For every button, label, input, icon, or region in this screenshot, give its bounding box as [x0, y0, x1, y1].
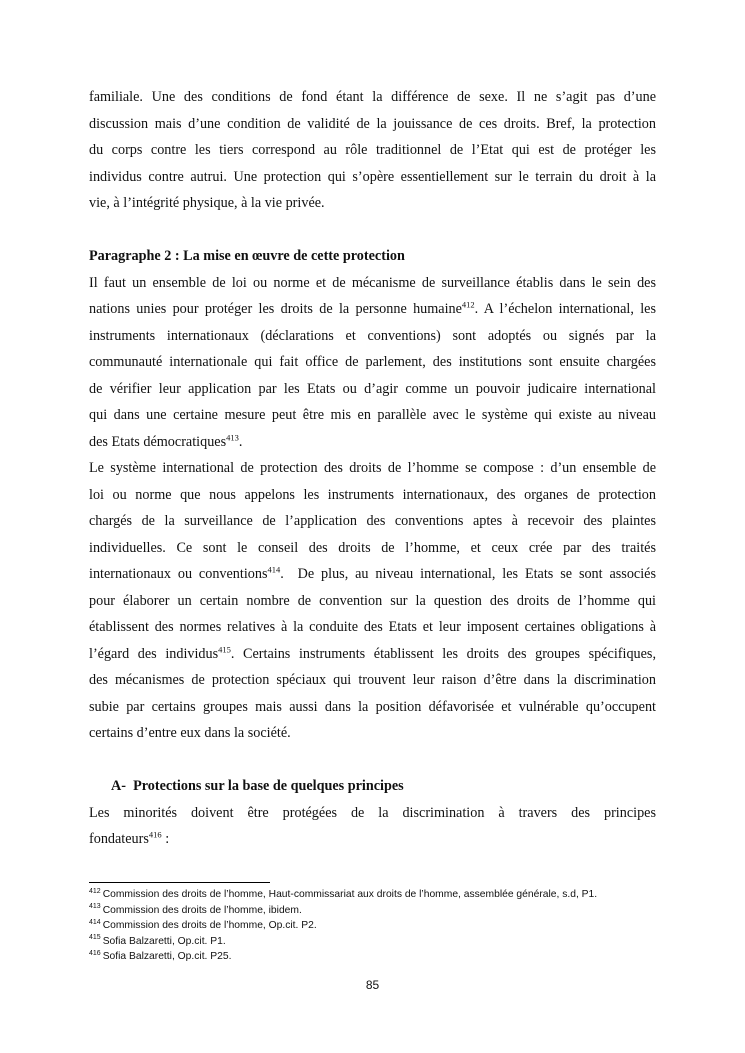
footnote-text: Commission des droits de l’homme, ibidem. [102, 904, 302, 916]
text-line: subie par certains groupes mais aussi dans la position défavorisée et vulnérable qu’occupent [89, 698, 656, 715]
footnote [89, 903, 669, 919]
section-heading-paragraph-2: Paragraphe 2 : La mise en œuvre de cette protection [89, 248, 405, 264]
footnote-ref[interactable]: 415 [218, 643, 231, 654]
text-line: établissent des normes relatives à la conduite des Etats et leur imposent certaines obligations à [89, 619, 656, 635]
text-line: loi ou norme que nous appelons les instruments internationaux, des organes de protection [89, 486, 656, 503]
text-line: individuelles. Ce sont le conseil des droits de l’homme, et ceux crée par des traités [89, 539, 656, 556]
text-segment: l’égard des individus [89, 645, 219, 662]
text-line: qui dans une certaine mesure peut être mis en parallèle avec le système qui existe au niveau [89, 407, 656, 423]
text-line: certains d’entre eux dans la société. [89, 725, 291, 741]
section-heading-a: A- Protections sur la base de quelques principes [111, 778, 404, 794]
text-line: Le système international de protection des droits de l’homme se compose : d’un ensemble de [89, 460, 656, 476]
text-line: communauté internationale qui fait office de parlement, des institutions sont ensuite chargées [89, 354, 656, 370]
text-line: discussion mais d’une condition de validité de la jouissance de ces droits. Bref, la protection [89, 115, 656, 132]
text-line: instruments internationaux (déclarations et conventions) sont adoptés ou signés par la [89, 327, 656, 344]
text-segment: internationaux ou conventions [89, 566, 268, 582]
footnote-number: 413 [89, 903, 101, 911]
text-line [89, 641, 656, 668]
text-line: Il faut un ensemble de loi ou norme et de mécanisme de surveillance établis dans le sein des [89, 274, 656, 291]
text-line [89, 296, 656, 323]
blank-line [89, 217, 656, 244]
footnote-text: Sofia Balzaretti, Op.cit. P1. [102, 935, 226, 947]
text-segment: . [238, 433, 243, 450]
footnote-separator [89, 882, 270, 883]
text-segment: nations unies pour protéger les droits de la personne humaine [89, 301, 462, 317]
footnote [89, 934, 669, 950]
paragraph-2 [89, 270, 656, 456]
footnote-text: Sofia Balzaretti, Op.cit. P25. [102, 951, 232, 963]
text-line: des mécanismes de protection spéciaux qui trouvent leur raison d’être dans la discrimination [89, 672, 656, 688]
text-line: de vérifier leur application par les Etats ou d’agir comme un pouvoir judicaire international [89, 380, 656, 397]
footnote-number: 414 [89, 918, 101, 926]
text-segment: . A l’échelon international, les [474, 301, 656, 317]
footnote-number: 415 [89, 934, 101, 942]
text-line [89, 561, 656, 588]
footnote [89, 887, 669, 903]
text-segment: . De plus, au niveau international, les Etats se sont associés [280, 566, 656, 582]
footnotes [89, 887, 669, 965]
page-number: 85 [365, 978, 380, 992]
text-line [89, 429, 656, 456]
blank-line [89, 747, 656, 774]
footnote-ref[interactable]: 412 [461, 299, 475, 310]
footnote-ref[interactable]: 414 [267, 564, 281, 575]
footnote [89, 918, 669, 934]
page-body [89, 84, 656, 853]
text-line: familiale. Une des conditions de fond étant la différence de sexe. Il ne s’agit pas d’une [89, 89, 656, 105]
text-line: Les minorités doivent être protégées de la discrimination à travers des principes [89, 804, 656, 821]
footnote-number: 416 [89, 949, 101, 957]
footnote-ref[interactable]: 416 [148, 829, 162, 840]
text-line: du corps contre les tiers correspond au rôle traditionnel de l’Etat qui est de protéger les [89, 142, 656, 158]
text-segment: fondateurs [89, 831, 149, 847]
text-line: vie, à l’intégrité physique, à la vie privée. [89, 195, 325, 211]
text-segment: : [161, 831, 170, 847]
paragraph-1 [89, 84, 656, 217]
text-line: pour élaborer un certain nombre de convention sur la question des droits de l’homme qui [89, 592, 656, 609]
text-line: chargés de la surveillance de l’application des conventions aptes à recevoir des plaintes [89, 513, 656, 529]
footnote-number: 412 [89, 887, 101, 895]
footnote [89, 949, 669, 965]
paragraph-3 [89, 455, 656, 747]
text-line: individus contre autrui. Une protection qui s’opère essentiellement sur le terrain du droit à la [89, 168, 656, 185]
footnote-ref[interactable]: 413 [226, 431, 239, 442]
text-segment: des Etats démocratiques [89, 433, 227, 450]
text-line [89, 826, 656, 853]
footnote-text: Commission des droits de l’homme, Op.cit. P2. [102, 920, 317, 932]
text-segment: . Certains instruments établissent les droits des groupes spécifiques, [230, 645, 657, 662]
footnote-text: Commission des droits de l’homme, Haut-commissariat aux droits de l’homme, assemblée générale, s.d, P1. [102, 889, 598, 900]
paragraph-4 [89, 800, 656, 853]
